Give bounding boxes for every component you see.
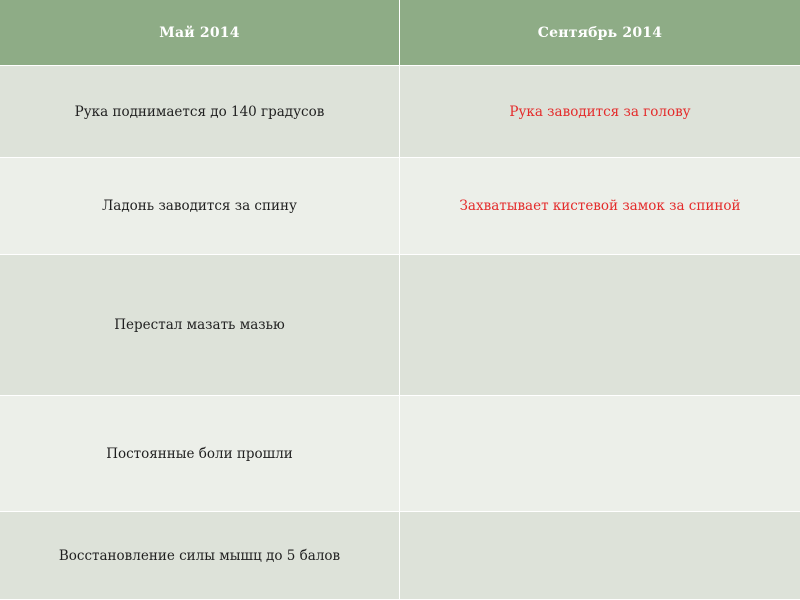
row-5-may: Восстановление силы мышц до 5 балов xyxy=(0,512,400,600)
row-5-september xyxy=(400,512,800,600)
row-1-may: Рука поднимается до 140 градусов xyxy=(0,66,400,158)
header-may-2014: Май 2014 xyxy=(0,0,400,66)
row-1-september: Рука заводится за голову xyxy=(400,66,800,158)
row-4-may: Постоянные боли прошли xyxy=(0,396,400,512)
row-2-september: Захватывает кистевой замок за спиной xyxy=(400,158,800,255)
row-3-september xyxy=(400,255,800,396)
header-september-2014: Сентябрь 2014 xyxy=(400,0,800,66)
row-4-september xyxy=(400,396,800,512)
row-2-may: Ладонь заводится за спину xyxy=(0,158,400,255)
row-3-may: Перестал мазать мазью xyxy=(0,255,400,396)
